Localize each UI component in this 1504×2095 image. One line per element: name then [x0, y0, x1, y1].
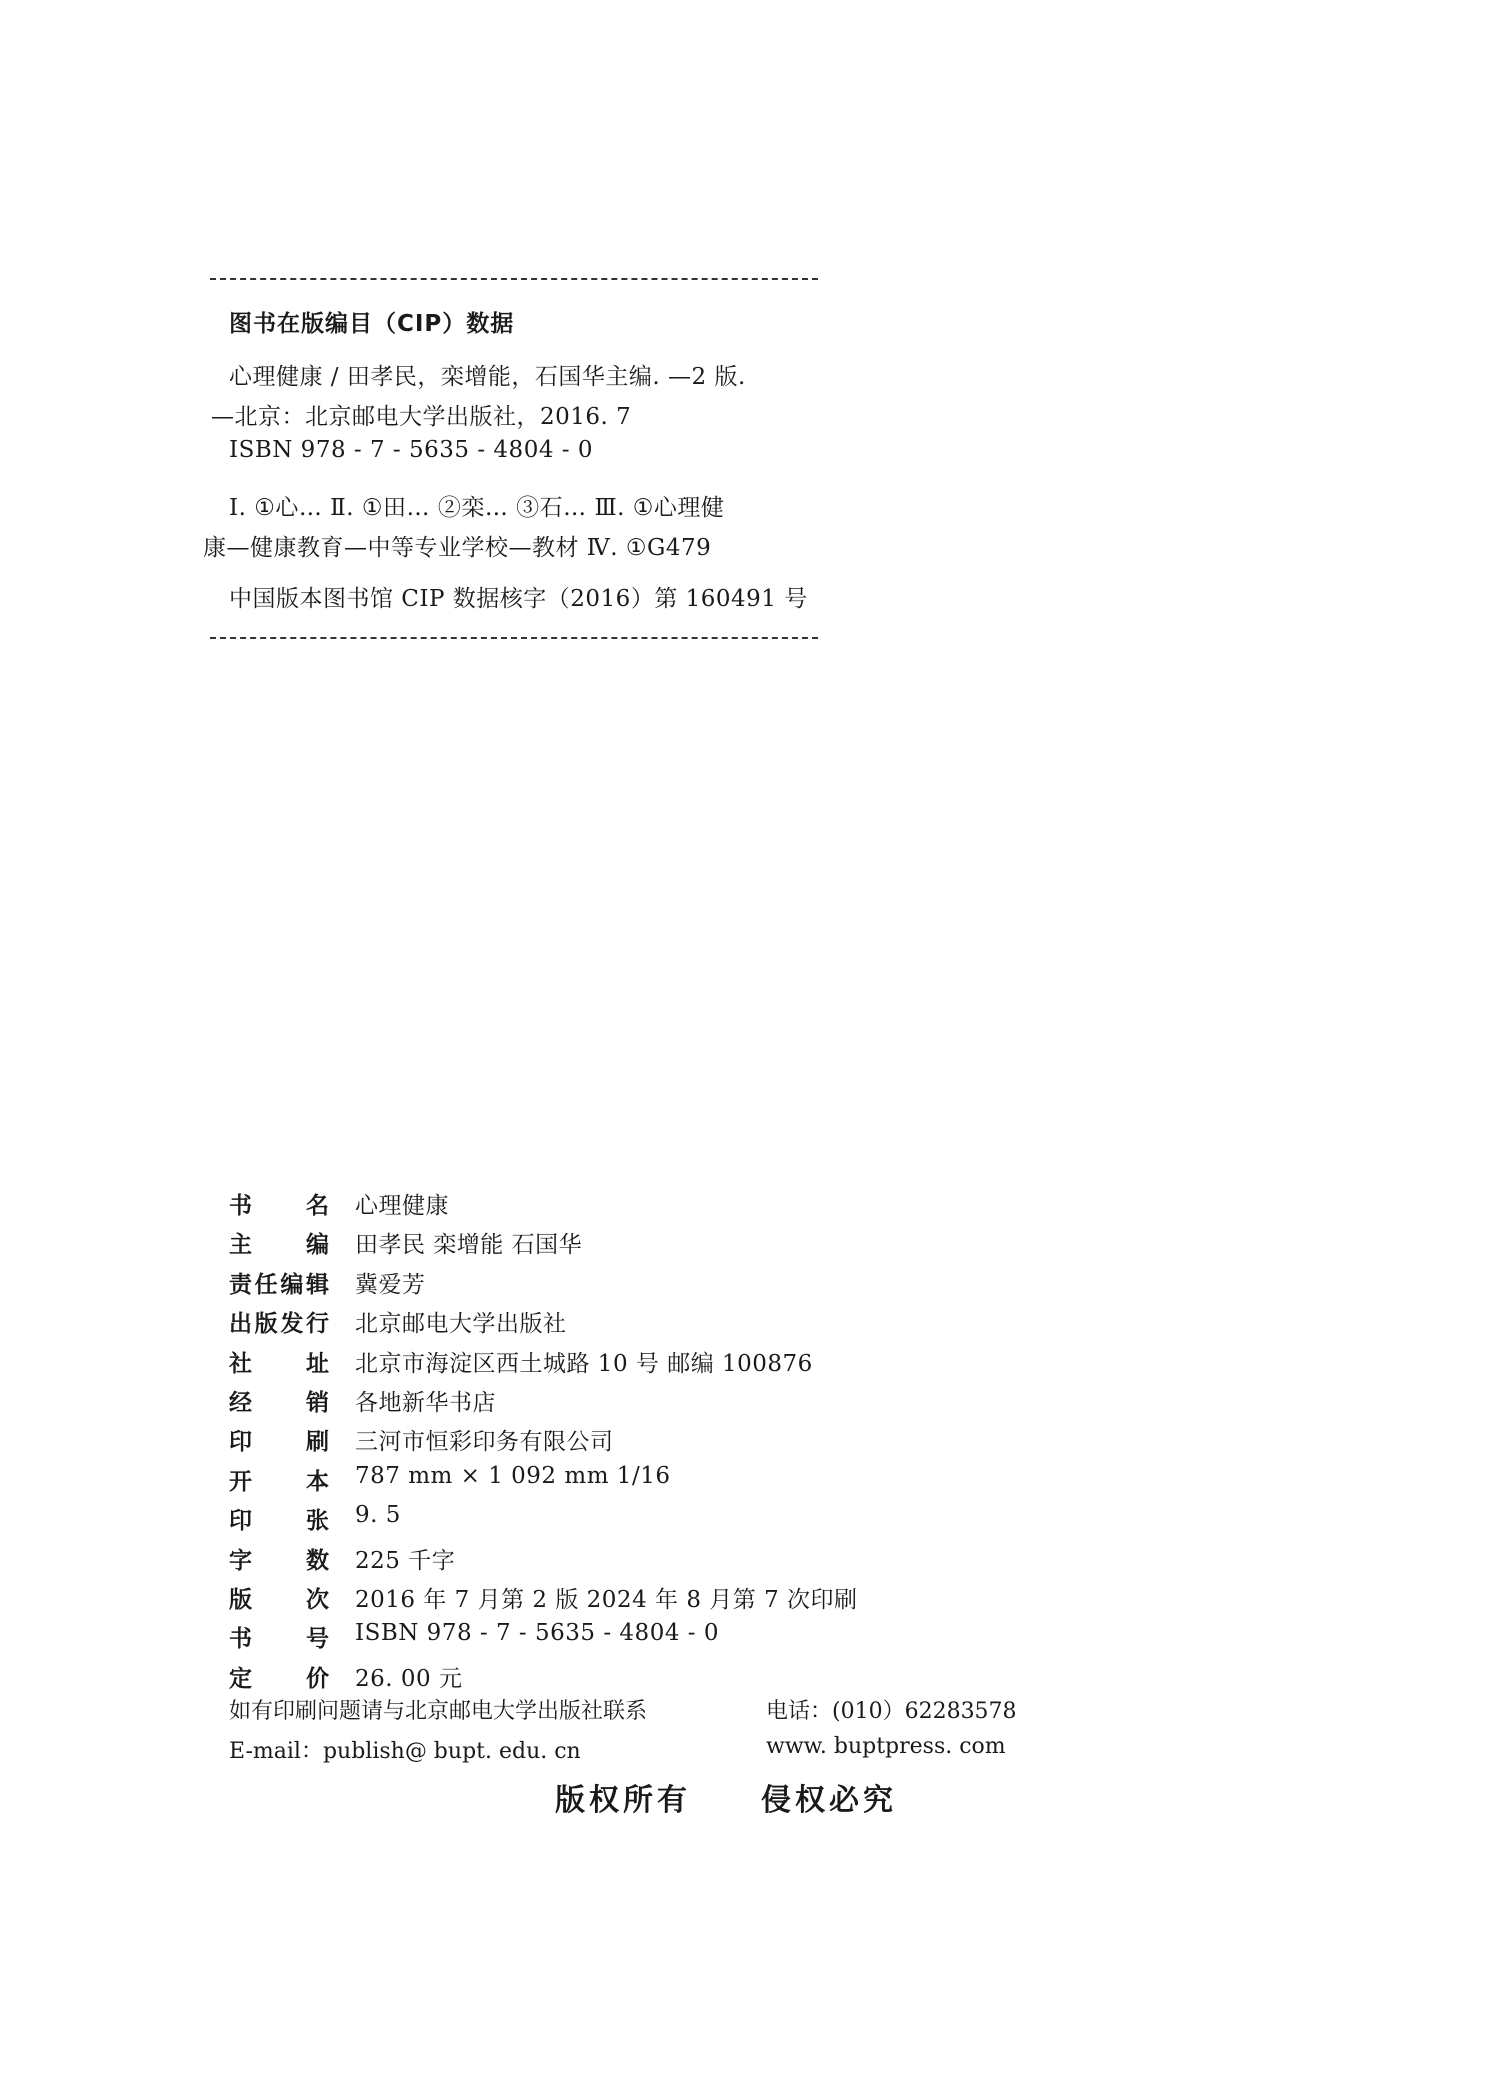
cip-line-cip-number: 中国版本图书馆 CIP 数据核字（2016）第 160491 号 — [229, 586, 808, 612]
colophon-value: 北京市海淀区西土城路 10 号 邮编 100876 — [355, 1350, 813, 1377]
colophon-label: 开 本 — [229, 1468, 329, 1495]
rights-reserved: 版权所有 — [555, 1783, 691, 1818]
colophon-value: 787 mm × 1 092 mm 1/16 — [355, 1462, 671, 1489]
cip-line-classification-2: 康—健康教育—中等专业学校—教材 Ⅳ. ①G479 — [203, 535, 712, 561]
cip-title: 图书在版编目（CIP）数据 — [229, 311, 515, 337]
contact-notice: 如有印刷问题请与北京邮电大学出版社联系 — [229, 1699, 648, 1724]
colophon-value: 冀爱芳 — [355, 1271, 426, 1298]
colophon-label: 出 版 发 行 — [229, 1311, 329, 1338]
colophon-label: 书 号 — [229, 1626, 329, 1653]
colophon-value: 各地新华书店 — [355, 1390, 496, 1416]
colophon-label: 社 址 — [229, 1350, 329, 1377]
cip-line-publisher: —北京：北京邮电大学出版社，2016. 7 — [211, 404, 632, 430]
colophon-value: 三河市恒彩印务有限公司 — [355, 1429, 614, 1456]
rights-infringement-warning: 侵权必究 — [761, 1783, 897, 1818]
cip-line-classification-1: Ⅰ. ①心… Ⅱ. ①田… ②栾… ③石… Ⅲ. ①心理健 — [229, 495, 725, 521]
contact-email: E-mail：publish@ bupt. edu. cn — [229, 1739, 581, 1764]
rights-notice — [555, 1775, 897, 1819]
colophon-value: 田孝民 栾增能 石国华 — [355, 1232, 583, 1259]
colophon-label: 主 编 — [229, 1232, 329, 1259]
colophon-label: 书 名 — [229, 1193, 329, 1219]
cip-line-title-authors: 心理健康 / 田孝民，栾增能，石国华主编. —2 版. — [229, 364, 746, 390]
colophon-value: 9. 5 — [355, 1502, 401, 1529]
cip-line-isbn: ISBN 978 - 7 - 5635 - 4804 - 0 — [229, 437, 593, 463]
colophon-label: 字 数 — [229, 1547, 329, 1574]
colophon-value: ISBN 978 - 7 - 5635 - 4804 - 0 — [355, 1620, 719, 1647]
contact-phone: 电话：(010）62283578 — [766, 1699, 1017, 1724]
colophon-label: 经 销 — [229, 1390, 329, 1416]
colophon-value: 心理健康 — [355, 1193, 449, 1219]
colophon-value: 225 千字 — [355, 1547, 456, 1574]
contact-website: www. buptpress. com — [766, 1734, 1006, 1759]
colophon-value: 26. 00 元 — [355, 1665, 463, 1692]
colophon-label: 印 刷 — [229, 1429, 329, 1456]
cip-top-divider — [210, 278, 818, 280]
cip-bottom-divider — [210, 637, 818, 639]
colophon-label: 定 价 — [229, 1665, 329, 1692]
colophon-label: 印 张 — [229, 1508, 329, 1535]
colophon-label: 责 任 编 辑 — [229, 1271, 329, 1298]
colophon-value: 北京邮电大学出版社 — [355, 1311, 567, 1338]
colophon-value: 2016 年 7 月第 2 版 2024 年 8 月第 7 次印刷 — [355, 1587, 858, 1613]
colophon-label: 版 次 — [229, 1587, 329, 1613]
